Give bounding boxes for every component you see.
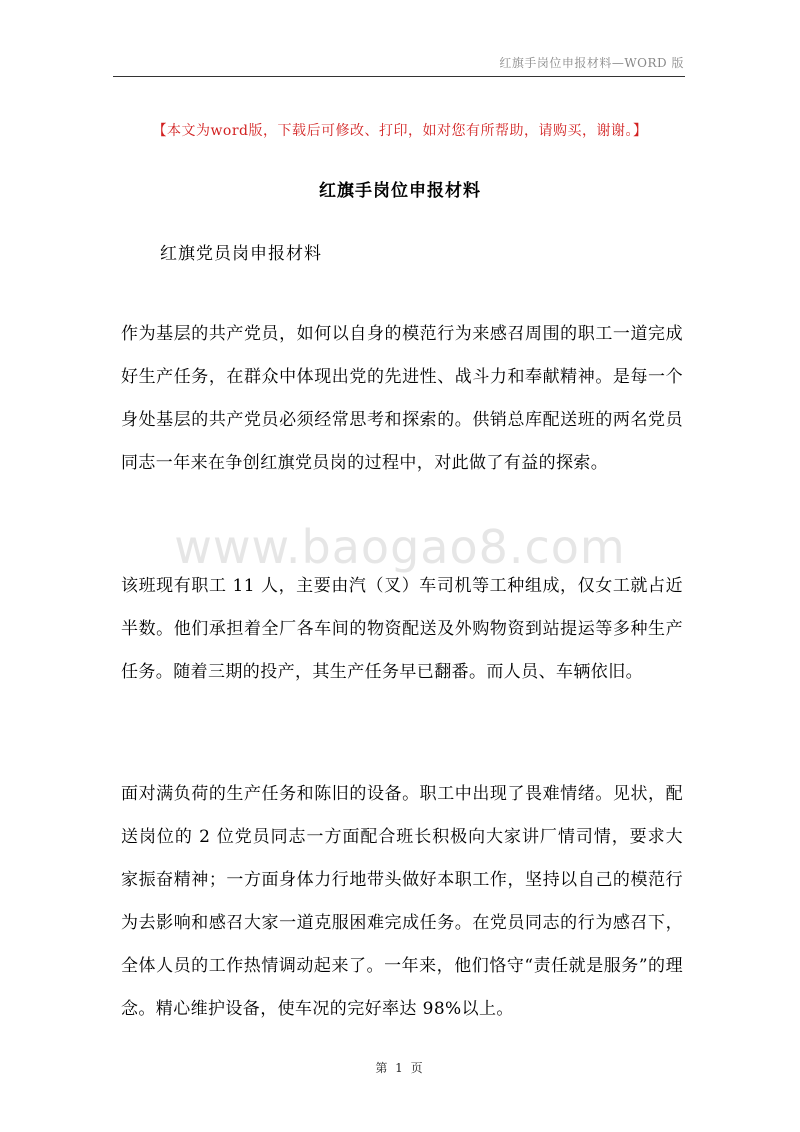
paragraph-3: 面对满负荷的生产任务和陈旧的设备。职工中出现了畏难情绪。见状，配送岗位的 2 位党员同志一方面配合班长积极向大家讲厂情司情，要求大家振奋精神；一方面身体力行地带头做好本职工作，坚持以自己的模范行为去影响和感召大家一道克服困难完成任务。在党员同志的行为感召下，全体人员的工作热情调动起来了。一年来，他们恪守“责任就是服务”的理念。精心维护设备，使车况的完好率达 98%以上。 — [121, 784, 683, 1019]
site-watermark: www.baogao8.com — [174, 520, 626, 574]
paragraph-1: 作为基层的共产党员，如何以自身的模范行为来感召周围的职工一道完成好生产任务，在群众中体现出党的先进性、战斗力和奉献精神。是每一个身处基层的共产党员必须经常思考和探索的。供销总库配送班的两名党员同志一年来在争创红旗党员岗的过程中，对此做了有益的探索。 — [121, 324, 683, 473]
running-header: 红旗手岗位申报材料—WORD 版 — [499, 56, 684, 70]
document-subtitle: 红旗党员岗申报材料 — [160, 244, 322, 264]
paragraph-2: 该班现有职工 11 人，主要由汽（叉）车司机等工种组成，仅女工就占近半数。他们承担着全厂各车间的物资配送及外购物资到站提运等多种生产任务。随着三期的投产，其生产任务早已翻番。而人员、车辆依旧。 — [121, 576, 683, 682]
document-title: 红旗手岗位申报材料 — [319, 181, 481, 201]
purchase-notice: 【本文为word版，下载后可修改、打印，如对您有所帮助，请购买，谢谢。】 — [152, 123, 648, 139]
page-number: 第 1 页 — [375, 1061, 425, 1075]
header-divider — [113, 76, 685, 77]
